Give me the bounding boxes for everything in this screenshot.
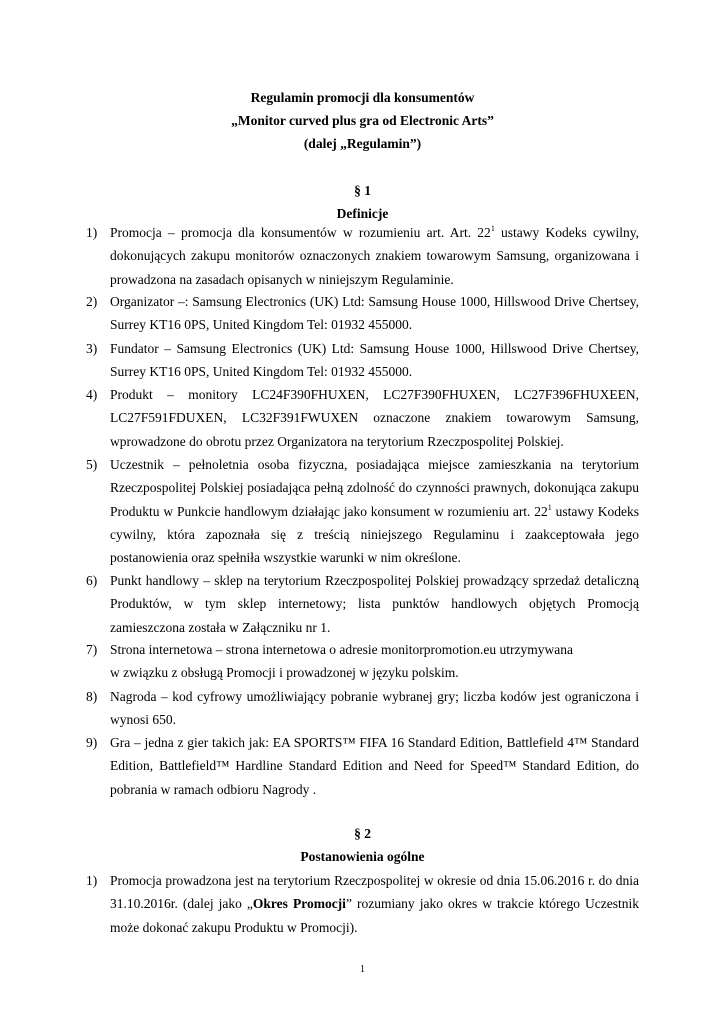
item-text: Promocja – promocja dla konsumentów w rozumieniu art. Art. $22^1$ ustawy Kodeks cywilny, dokonujących zakupu monitorów oznaczonych znakiem towarowym Samsung, organizowana i prowadzona na zasadach opisanych w niniejszym Regulaminie. [110, 224, 640, 287]
definition-item-3 [86, 337, 639, 384]
superscript: 1 [490, 224, 495, 233]
item-text: Produkt – monitory LC24F390FHUXEN, LC27F390FHUXEN, LC27F396FHUXEEN, LC27F591FDUXEN, LC32F391FWUXEN oznaczone znakiem towarowym Samsung, wprowadzone do obrotu przez Organizatora na terytorium Rzeczpospolitej Polskiej. [110, 387, 639, 449]
item-number: 4) [86, 387, 98, 402]
document-subtitle: „Monitor curved plus gra od Electronic Arts” [231, 113, 494, 128]
page-number: 1 [360, 964, 365, 975]
document-alias: (dalej „Regulamin”) [303, 136, 422, 151]
definition-item-6 [86, 569, 639, 639]
item-text: Promocja prowadzona jest na terytorium Rzeczpospolitej w okresie od dnia 15.06.2016 r. do dnia 31.10.2016r. (dalej jako „Okres Promocji” rozumiany jako okres w trakcie którego Uczestnik może dokonać zakupu Produktu w Promocji). [110, 873, 640, 935]
document-title: Regulamin promocji dla konsumentów [250, 90, 475, 105]
okres-promocji-term: Okres Promocji [252, 896, 346, 912]
section-1-number: § 1 [354, 183, 371, 198]
superscript: 1 [547, 502, 552, 512]
definition-item-8 [86, 685, 639, 732]
definition-item-4 [86, 383, 639, 453]
item-text: Organizator –: Samsung Electronics (UK) Ltd: Samsung House 1000, Hillswood Drive Chertsey, Surrey KT16 0PS, United Kingdom Tel: 01932 455000. [110, 294, 639, 333]
item-number: 2) [86, 294, 98, 309]
section-1-heading: Definicje [336, 206, 389, 221]
item-text: Fundator – Samsung Electronics (UK) Ltd: Samsung House 1000, Hillswood Drive Chertsey, Surrey KT16 0PS, United Kingdom Tel: 01932 455000. [110, 341, 639, 380]
section-2-number: § 2 [354, 826, 371, 841]
general-provision-item-1 [86, 869, 639, 939]
item-number: 5) [86, 457, 98, 472]
definition-item-1 [86, 221, 639, 291]
item-text: Gra – jedna z gier takich jak: EA SPORTS™ FIFA 16 Standard Edition, Battlefield 4™ Standard Edition, Battlefield™ Hardline Standard Edition and Need for Speed™ Standard Edition, do pobrania w ramach odbioru Nagrody . [110, 735, 639, 797]
item-number: 6) [86, 573, 98, 588]
item-number: 1) [86, 225, 98, 240]
section-2-heading: Postanowienia ogólne [300, 849, 425, 864]
item-number: 8) [86, 689, 98, 704]
item-text: Punkt handlowy – sklep na terytorium Rzeczpospolitej Polskiej prowadzący sprzedaż detaliczną Produktów, w tym sklep internetowy; lista punktów handlowych objętych Promocją zamieszczona została w Załączniku nr 1. [110, 573, 639, 635]
item-text: Nagroda – kod cyfrowy umożliwiający pobranie wybranej gry; liczba kodów jest ograniczona i wynosi 650. [110, 689, 639, 728]
definition-item-5 [86, 453, 639, 569]
definition-item-2 [86, 290, 639, 337]
definition-item-9 [86, 731, 639, 801]
item-number: 9) [86, 735, 98, 750]
item-number: 7) [86, 642, 98, 657]
item-text: Strona internetowa – strona internetowa o adresie monitorpromotion.eu utrzymywana w związku z obsługą Promocji i prowadzonej w języku polskim. [110, 642, 573, 681]
definition-item-7 [86, 638, 639, 685]
item-number: 3) [86, 341, 98, 356]
item-number: 1) [86, 873, 98, 888]
item-text: Uczestnik – pełnoletnia osoba fizyczna, posiadająca miejsce zamieszkania na terytorium Rzeczpospolitej Polskiej posiadająca pełną zdolność do czynności prawnych, dokonująca zakupu Produktu w Punkcie handlowym działając jako konsument w rozumieniu art. $22^1$ ustawy Kodeks cywilny, która zapoznała się z treścią niniejszego Regulaminu i zaakceptowała jego postanowienia oraz spełniła wszystkie warunki w nim określone. [110, 457, 639, 566]
